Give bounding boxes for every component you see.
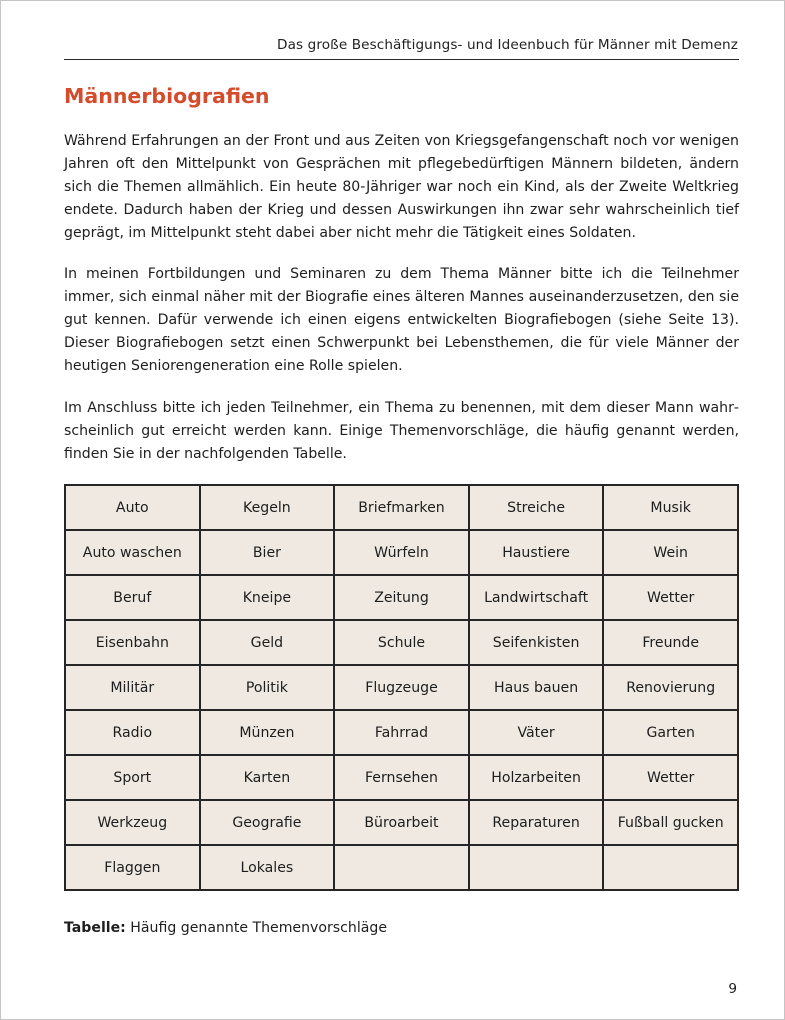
table-cell: Väter [469, 710, 604, 755]
table-caption [64, 920, 387, 936]
table-cell: Streiche [469, 485, 604, 530]
table-cell: Fußball gucken [603, 800, 738, 845]
body-paragraph: Im Anschluss bitte ich jeden Teilnehmer, ein Thema zu benennen, mit dem dieser Mann wahrscheinlich gut erreicht werden kann. Einige Themenvorschläge, die häufig genannt werden, finden Sie in der nachfolgenden Tabelle. [64, 400, 739, 462]
table-cell: Radio [65, 710, 200, 755]
table-row [65, 845, 738, 890]
topics-table [64, 484, 739, 891]
table-row [65, 665, 738, 710]
table-cell: Wetter [603, 755, 738, 800]
table-cell: Geografie [200, 800, 335, 845]
table-cell: Geld [200, 620, 335, 665]
table-cell: Wetter [603, 575, 738, 620]
table-cell: Lokales [200, 845, 335, 890]
header-divider [64, 59, 739, 60]
table-row [65, 575, 738, 620]
table-cell-empty [469, 845, 604, 890]
table-cell: Flaggen [65, 845, 200, 890]
table-cell: Landwirtschaft [469, 575, 604, 620]
table-row [65, 755, 738, 800]
table-cell: Sport [65, 755, 200, 800]
table-cell: Militär [65, 665, 200, 710]
table-row [65, 800, 738, 845]
table-row [65, 530, 738, 575]
table-cell: Kneipe [200, 575, 335, 620]
table-cell: Garten [603, 710, 738, 755]
table-row [65, 710, 738, 755]
table-cell: Briefmarken [334, 485, 469, 530]
table-cell: Holzarbeiten [469, 755, 604, 800]
table-cell: Werkzeug [65, 800, 200, 845]
table-cell: Flugzeuge [334, 665, 469, 710]
table-row [65, 485, 738, 530]
table-cell: Beruf [65, 575, 200, 620]
table-cell: Kegeln [200, 485, 335, 530]
table-cell: Reparaturen [469, 800, 604, 845]
table-cell: Musik [603, 485, 738, 530]
table-cell-empty [603, 845, 738, 890]
table-cell: Büroarbeit [334, 800, 469, 845]
table-cell: Bier [200, 530, 335, 575]
table-cell: Auto waschen [65, 530, 200, 575]
table-cell: Haustiere [469, 530, 604, 575]
table-cell: Freunde [603, 620, 738, 665]
table-cell: Politik [200, 665, 335, 710]
table-row [65, 620, 738, 665]
table-cell: Haus bauen [469, 665, 604, 710]
table-cell: Wein [603, 530, 738, 575]
table-cell: Münzen [200, 710, 335, 755]
section-title: Männerbiografien [64, 84, 270, 108]
table-cell: Renovierung [603, 665, 738, 710]
running-header: Das große Beschäftigungs- und Ideenbuch für Männer mit Demenz [277, 37, 738, 53]
caption-label: Tabelle: [64, 920, 126, 936]
table-cell: Fernsehen [334, 755, 469, 800]
table-cell: Eisenbahn [65, 620, 200, 665]
body-paragraph: In meinen Fortbildungen und Seminaren zu dem Thema Männer bitte ich die Teilnehmer immer, sich einmal näher mit der Biografie eines älteren Mannes auseinanderzusetzen, den sie gut kennen. Dafür verwende ich einen eigens entwickelten Biografiebogen (siehe Seite 13). Dieser Biografiebogen setzt einen Schwerpunkt bei Lebensthemen, die für viele Männer der heutigen Seniorengeneration eine Rolle spielen. [64, 266, 739, 374]
table-cell: Würfeln [334, 530, 469, 575]
caption-text: Häufig genannte Themenvorschläge [125, 920, 387, 936]
table-cell: Seifenkisten [469, 620, 604, 665]
table-cell: Fahrrad [334, 710, 469, 755]
table-cell-empty [334, 845, 469, 890]
table-cell: Schule [334, 620, 469, 665]
table-cell: Karten [200, 755, 335, 800]
table-cell: Zeitung [334, 575, 469, 620]
page-number: 9 [728, 981, 737, 997]
table-cell: Auto [65, 485, 200, 530]
body-paragraph: Während Erfahrungen an der Front und aus Zeiten von Kriegsgefangenschaft noch vor wenigen Jahren oft den Mittelpunkt von Gesprächen mit pflegebedürftigen Männern bildeten, ändern sich die Themen allmählich. Ein heute 80-Jähriger war noch ein Kind, als der Zweite Weltkrieg endete. Dadurch haben der Krieg und dessen Auswirkungen ihn zwar sehr wahrscheinlich tief geprägt, im Mittelpunkt steht dabei aber nicht mehr die Tätigkeit eines Soldaten. [64, 133, 739, 241]
